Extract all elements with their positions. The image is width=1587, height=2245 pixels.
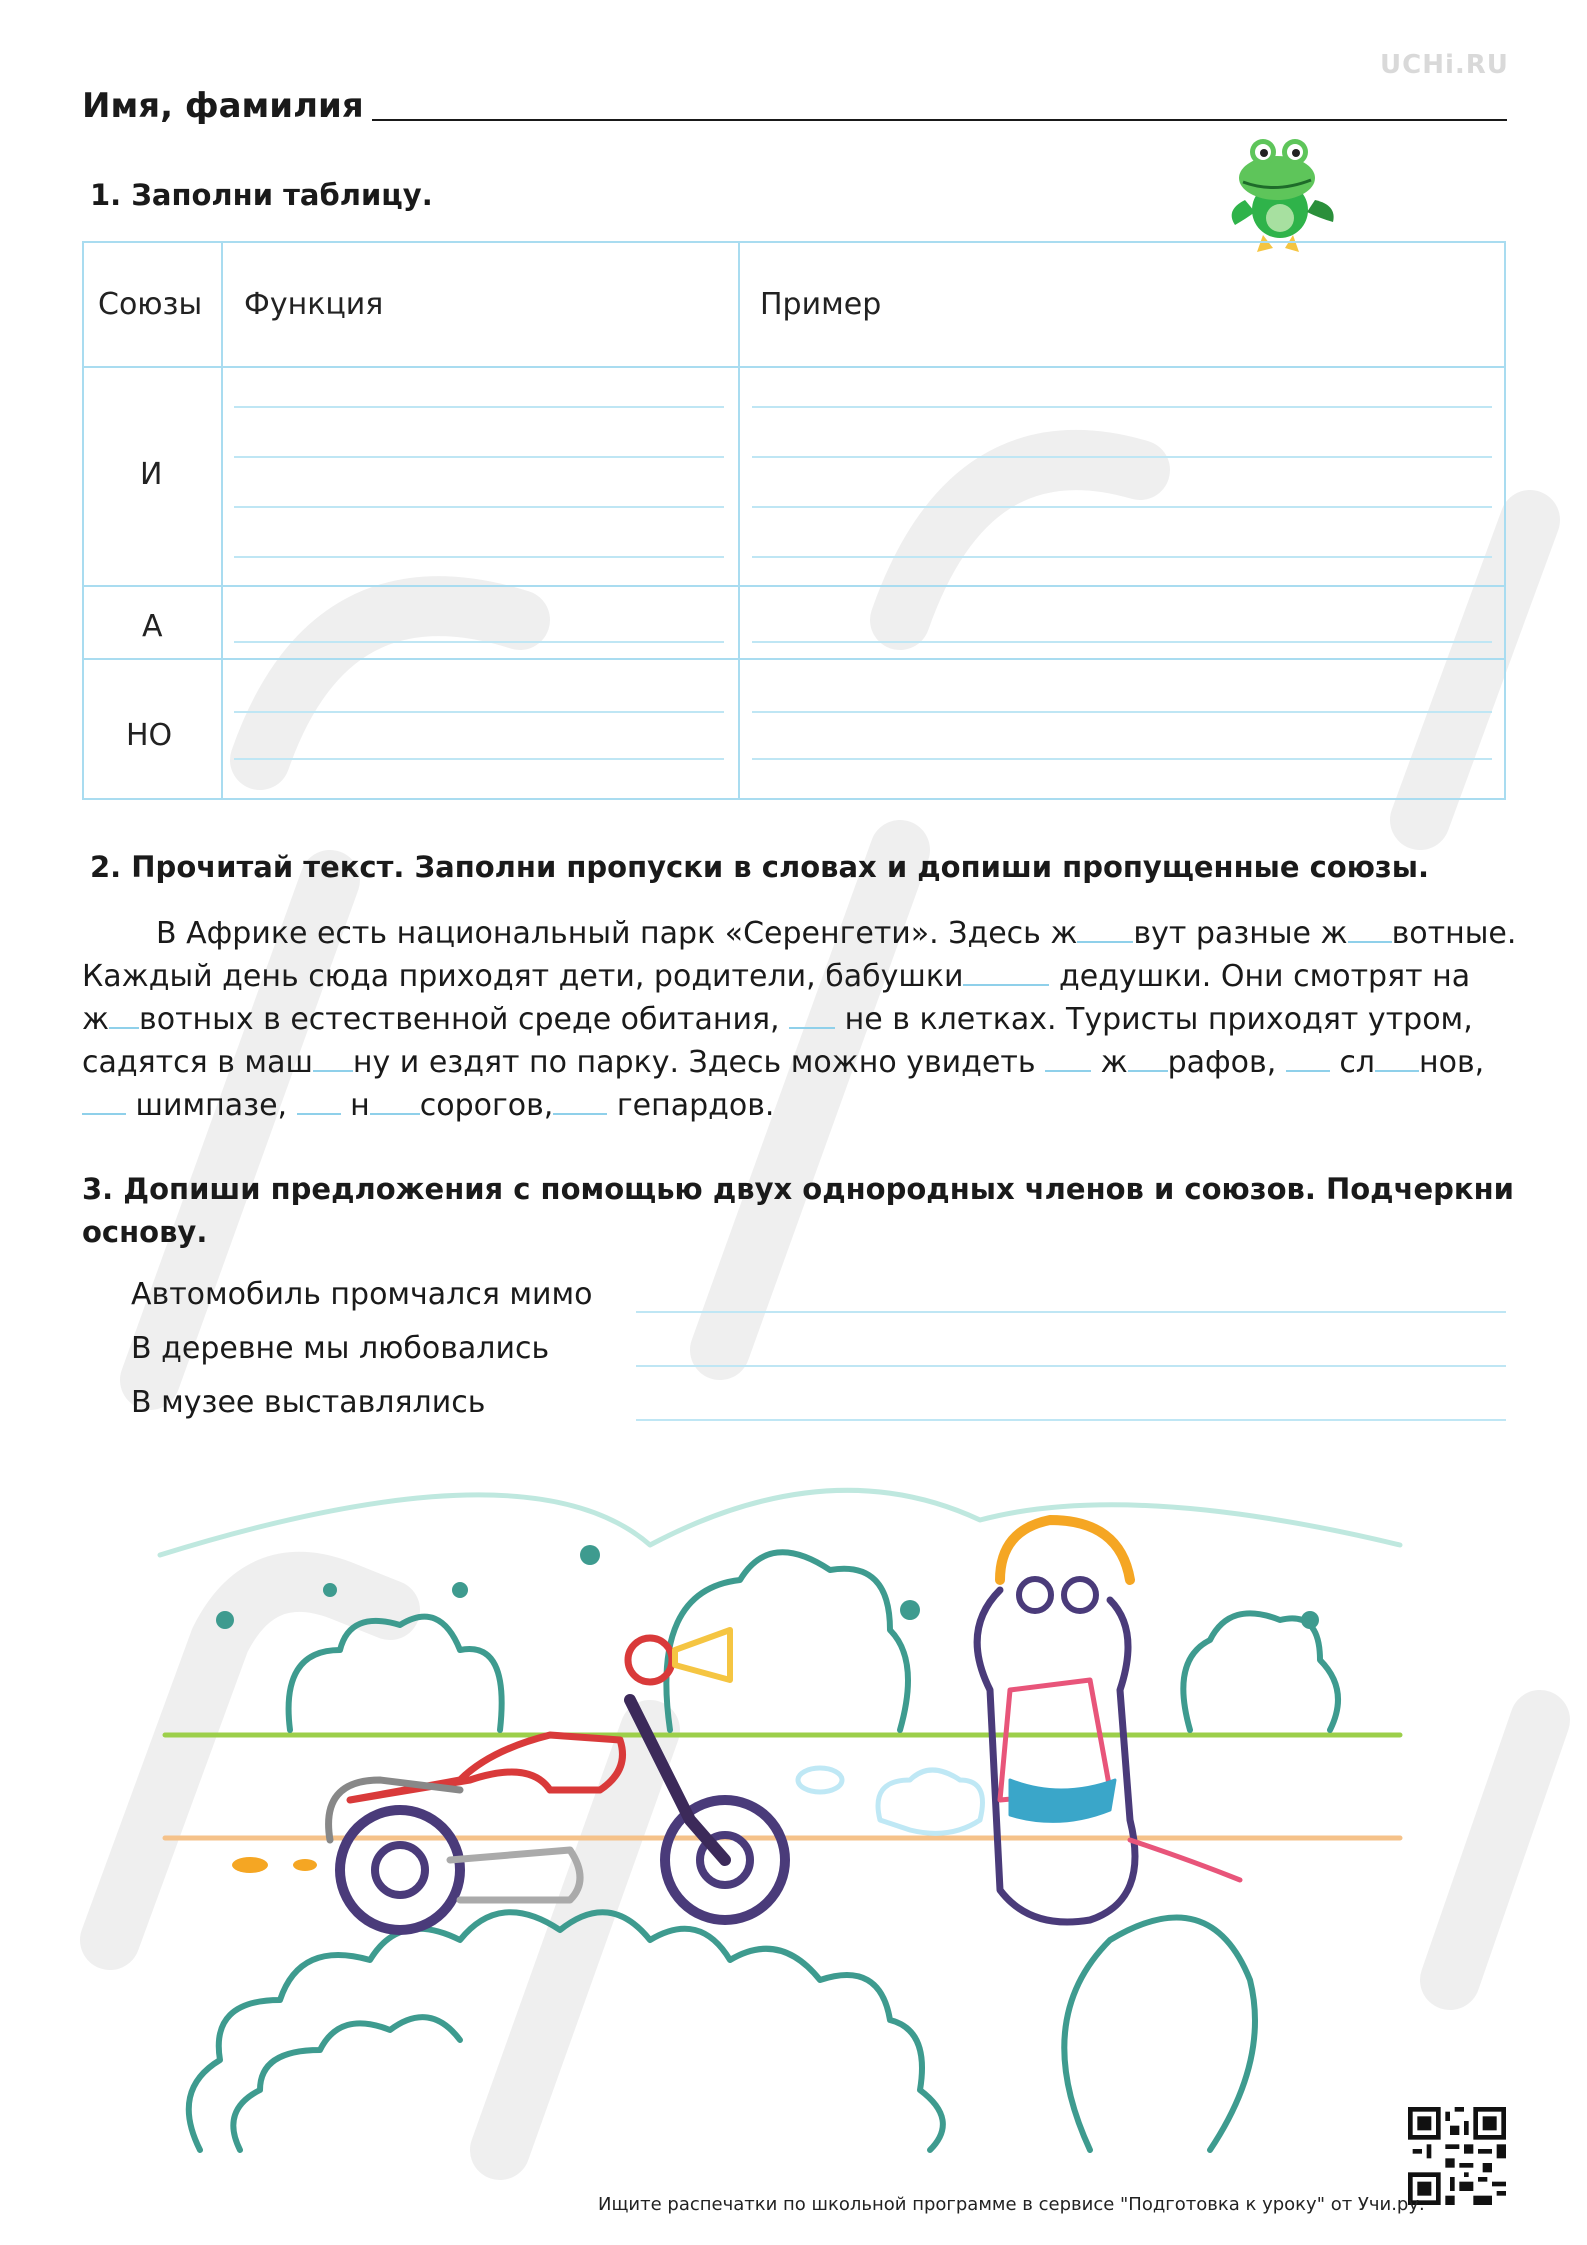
- blank[interactable]: [963, 958, 1049, 986]
- name-label: Имя, фамилия: [82, 86, 364, 126]
- blank[interactable]: [82, 1087, 126, 1115]
- task2-title: 2. Прочитай текст. Заполни пропуски в словах и допиши пропущенные союзы.: [90, 850, 1430, 884]
- answer-line[interactable]: [234, 556, 724, 558]
- answer-line[interactable]: [752, 758, 1492, 760]
- column-header-function: Функция: [244, 287, 384, 322]
- row-label-a: А: [142, 609, 163, 644]
- answer-line[interactable]: [234, 758, 724, 760]
- blank[interactable]: [313, 1044, 353, 1072]
- blank[interactable]: [1045, 1044, 1091, 1072]
- blank[interactable]: [1128, 1044, 1168, 1072]
- sentence-1: Автомобиль промчался мимо: [131, 1277, 593, 1312]
- blank[interactable]: [297, 1087, 341, 1115]
- blank[interactable]: [370, 1087, 420, 1115]
- blank[interactable]: [1348, 915, 1392, 943]
- answer-line[interactable]: [234, 456, 724, 458]
- name-input-line[interactable]: [372, 119, 1507, 121]
- blank[interactable]: [1286, 1044, 1330, 1072]
- row-label-no: НО: [126, 718, 173, 753]
- answer-line[interactable]: [752, 456, 1492, 458]
- answer-line[interactable]: [752, 641, 1492, 643]
- task3-title-line1: 3. Допиши предложения с помощью двух однородных членов и союзов. Подчеркни: [82, 1172, 1514, 1206]
- answer-line[interactable]: [636, 1311, 1506, 1313]
- task1-title: 1. Заполни таблицу.: [90, 178, 433, 212]
- row-label-i: И: [140, 457, 163, 492]
- blank[interactable]: [109, 1001, 139, 1029]
- sentence-2: В деревне мы любовались: [131, 1331, 550, 1366]
- brand-logo: UCHi.RU: [1380, 50, 1509, 80]
- task2-text: В Африке есть национальный парк «Серенгети». Здесь ж вут разные ж вотные. Каждый день сюда приходят дети, родители, бабушки дедушки. Они смотрят на ж вотных в естественной среде обитания, не в клетках. Туристы приходят утром, садятся в маш ну и ездят по парку. Здесь можно увидеть ж рафов, сл нов, шимпазе, н сорогов, гепардов.: [82, 916, 1517, 1123]
- answer-line[interactable]: [636, 1365, 1506, 1367]
- answer-line[interactable]: [234, 406, 724, 408]
- answer-line[interactable]: [752, 711, 1492, 713]
- answer-line[interactable]: [752, 406, 1492, 408]
- motorcycle-dino-illustration: [130, 1460, 1410, 2170]
- task3-title-line2: основу.: [82, 1215, 208, 1249]
- answer-line[interactable]: [234, 641, 724, 643]
- answer-line[interactable]: [752, 506, 1492, 508]
- sentence-3: В музее выставлялись: [131, 1385, 486, 1420]
- blank[interactable]: [1077, 915, 1133, 943]
- conjunctions-table: [82, 241, 1506, 800]
- blank[interactable]: [553, 1087, 607, 1115]
- answer-line[interactable]: [234, 506, 724, 508]
- qr-code-icon[interactable]: [1408, 2107, 1506, 2205]
- column-header-conjunctions: Союзы: [98, 287, 203, 322]
- answer-line[interactable]: [752, 556, 1492, 558]
- answer-line[interactable]: [636, 1419, 1506, 1421]
- answer-line[interactable]: [234, 711, 724, 713]
- column-header-example: Пример: [760, 287, 882, 322]
- blank[interactable]: [789, 1001, 835, 1029]
- footer-note: Ищите распечатки по школьной программе в сервисе "Подготовка к уроку" от Учи.ру.: [598, 2194, 1425, 2215]
- blank[interactable]: [1375, 1044, 1419, 1072]
